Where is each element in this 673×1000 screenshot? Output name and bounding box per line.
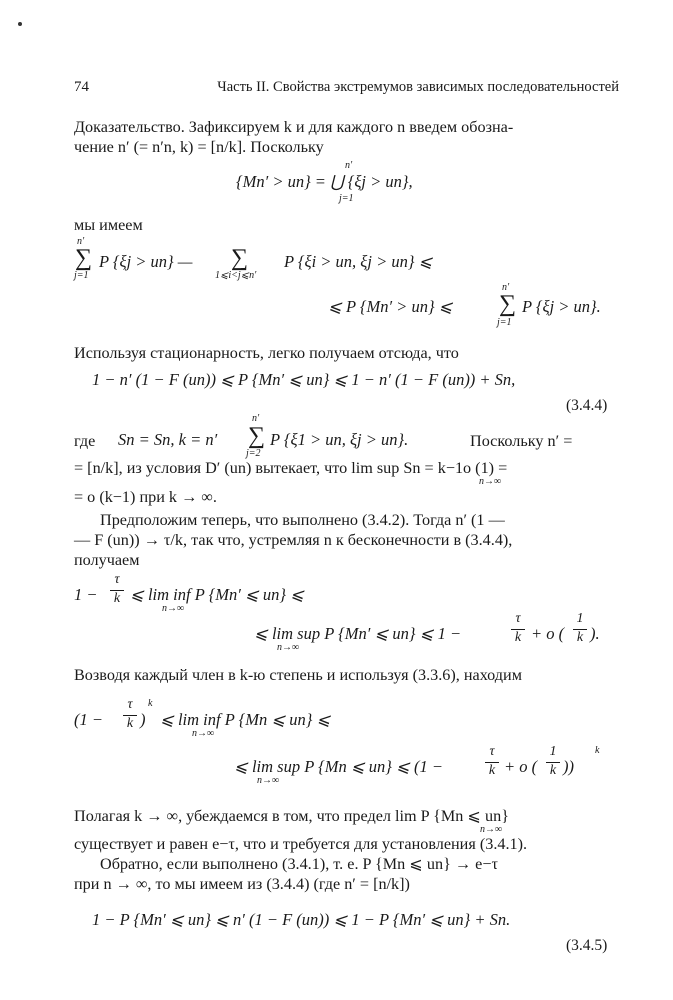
equation-power-liminf: ⩽ lim inf P {Mn ⩽ un} ⩽ bbox=[160, 710, 331, 729]
lim-subscript: n→∞ bbox=[479, 476, 502, 487]
equation-bound: ⩽ P {Mn′ > un} ⩽ bbox=[328, 297, 453, 316]
fraction-denominator: k bbox=[126, 716, 134, 731]
sum-sign: ∑ bbox=[75, 245, 93, 271]
text-line: чение n′ (= n′n, k) = [n/k]. Поскольку bbox=[74, 138, 324, 156]
equation-number: (3.4.5) bbox=[566, 937, 608, 954]
text-line: Доказательство. Зафиксируем k и для каждого n введем обозна- bbox=[74, 118, 514, 136]
text-line: мы имеем bbox=[74, 216, 143, 234]
fraction-denominator: k bbox=[488, 763, 496, 778]
equation-power: (1 − bbox=[74, 710, 104, 729]
text-line: существует и равен e−τ, что и требуется для установления (3.4.1). bbox=[74, 835, 528, 853]
text-line: Возводя каждый член в k-ю степень и используя (3.3.6), находим bbox=[74, 666, 522, 684]
sum-upper-limit: n′ bbox=[77, 236, 85, 247]
text-line: = [n/k], из условия D′ (un) вытекает, что lim sup Sn = k−1o (1) = bbox=[74, 459, 508, 477]
union-lower-limit: j=1 bbox=[339, 193, 354, 204]
fraction-numerator: τ bbox=[515, 611, 521, 626]
page-number: 74 bbox=[74, 79, 89, 95]
sum-lower-limit: j=2 bbox=[246, 448, 261, 459]
equation-power-limsup: ⩽ lim sup P {Mn ⩽ un} ⩽ (1 − bbox=[234, 757, 443, 776]
fraction-denominator: k bbox=[514, 630, 522, 645]
lim-subscript: n→∞ bbox=[162, 603, 185, 614]
text-line: получаем bbox=[74, 551, 140, 569]
equation-sum-part: P {ξi > un, ξj > un} ⩽ bbox=[284, 252, 433, 271]
text-line: где bbox=[74, 432, 96, 450]
equation-limsup: ⩽ lim sup P {Mn′ ⩽ un} ⩽ 1 − bbox=[254, 624, 462, 643]
sum-sign: ∑ bbox=[231, 245, 249, 271]
running-title: Часть II. Свойства экстремумов зависимых последовательностей bbox=[217, 79, 619, 95]
equation-limsup-end: ). bbox=[590, 624, 600, 643]
text-line: при n → ∞, то мы имеем из (3.4.4) (где n′ = [n/k]) bbox=[74, 875, 410, 893]
text-line: Предположим теперь, что выполнено (3.4.2). Тогда n′ (1 — bbox=[100, 511, 505, 529]
equation-converse: 1 − P {Mn′ ⩽ un} ⩽ n′ (1 − F (un)) ⩽ 1 − P {Mn′ ⩽ un} + Sn. bbox=[92, 910, 511, 929]
equation-power-close: ) bbox=[140, 710, 146, 729]
text-line: — F (un)) → τ/k, так что, устремляя n к бесконечности в (3.4.4), bbox=[74, 531, 513, 549]
lim-subscript: n→∞ bbox=[277, 642, 300, 653]
sum-upper-limit: n′ bbox=[502, 282, 510, 293]
fraction-numerator: 1 bbox=[576, 611, 584, 626]
sum-lower-limit: j=1 bbox=[497, 317, 512, 328]
fraction-denominator: k bbox=[576, 630, 584, 645]
sum-sign: ∑ bbox=[499, 291, 517, 317]
equation-bound-end: P {ξj > un}. bbox=[522, 297, 601, 316]
text-line: = o (k−1) при k → ∞. bbox=[74, 488, 217, 506]
fraction-denominator: k bbox=[549, 763, 557, 778]
page-header bbox=[74, 79, 619, 99]
text-line: Используя стационарность, легко получаем отсюда, что bbox=[74, 344, 459, 362]
sum-sign: ∑ bbox=[248, 423, 266, 449]
scan-speck bbox=[18, 22, 22, 26]
sum-lower-limit: 1⩽i<j⩽n′ bbox=[215, 270, 257, 281]
equation-union: {Mn′ > un} = ⋃ {ξj > un}, bbox=[236, 172, 413, 191]
fraction-denominator: k bbox=[113, 591, 121, 606]
equation-liminf-body: ⩽ lim inf P {Mn′ ⩽ un} ⩽ bbox=[130, 585, 304, 604]
exponent: k bbox=[595, 745, 600, 756]
text-line: Поскольку n′ = bbox=[470, 432, 573, 450]
fraction-numerator: τ bbox=[489, 744, 495, 759]
lim-subscript: n→∞ bbox=[480, 824, 503, 835]
text-line: Обратно, если выполнено (3.4.1), т. е. P {Mn ⩽ un} → e−τ bbox=[100, 855, 498, 873]
fraction-numerator: τ bbox=[114, 572, 120, 587]
text-line: Полагая k → ∞, убеждаемся в том, что предел lim P {Mn ⩽ un} bbox=[74, 807, 509, 825]
sum-lower-limit: j=1 bbox=[74, 270, 89, 281]
equation-number: (3.4.4) bbox=[566, 397, 608, 414]
equation-sn-sum: P {ξ1 > un, ξj > un}. bbox=[270, 430, 409, 449]
exponent: k bbox=[148, 698, 153, 709]
equation-power-end: )) bbox=[563, 757, 574, 776]
equation-power-o: + o ( bbox=[504, 757, 538, 776]
fraction-numerator: τ bbox=[127, 697, 133, 712]
lim-subscript: n→∞ bbox=[257, 775, 280, 786]
lim-subscript: n→∞ bbox=[192, 728, 215, 739]
fraction-numerator: 1 bbox=[549, 744, 557, 759]
equation-sum-part: P {ξj > un} — bbox=[99, 252, 193, 271]
equation-sn: Sn = Sn, k = n′ bbox=[118, 430, 218, 449]
equation-liminf: 1 − bbox=[74, 585, 98, 604]
sum-upper-limit: n′ bbox=[252, 413, 260, 424]
equation-limsup-o: + o ( bbox=[531, 624, 565, 643]
union-upper-limit: n′ bbox=[345, 160, 353, 171]
equation-stationarity: 1 − n′ (1 − F (un)) ⩽ P {Mn′ ⩽ un} ⩽ 1 − n′ (1 − F (un)) + Sn, bbox=[92, 370, 516, 389]
